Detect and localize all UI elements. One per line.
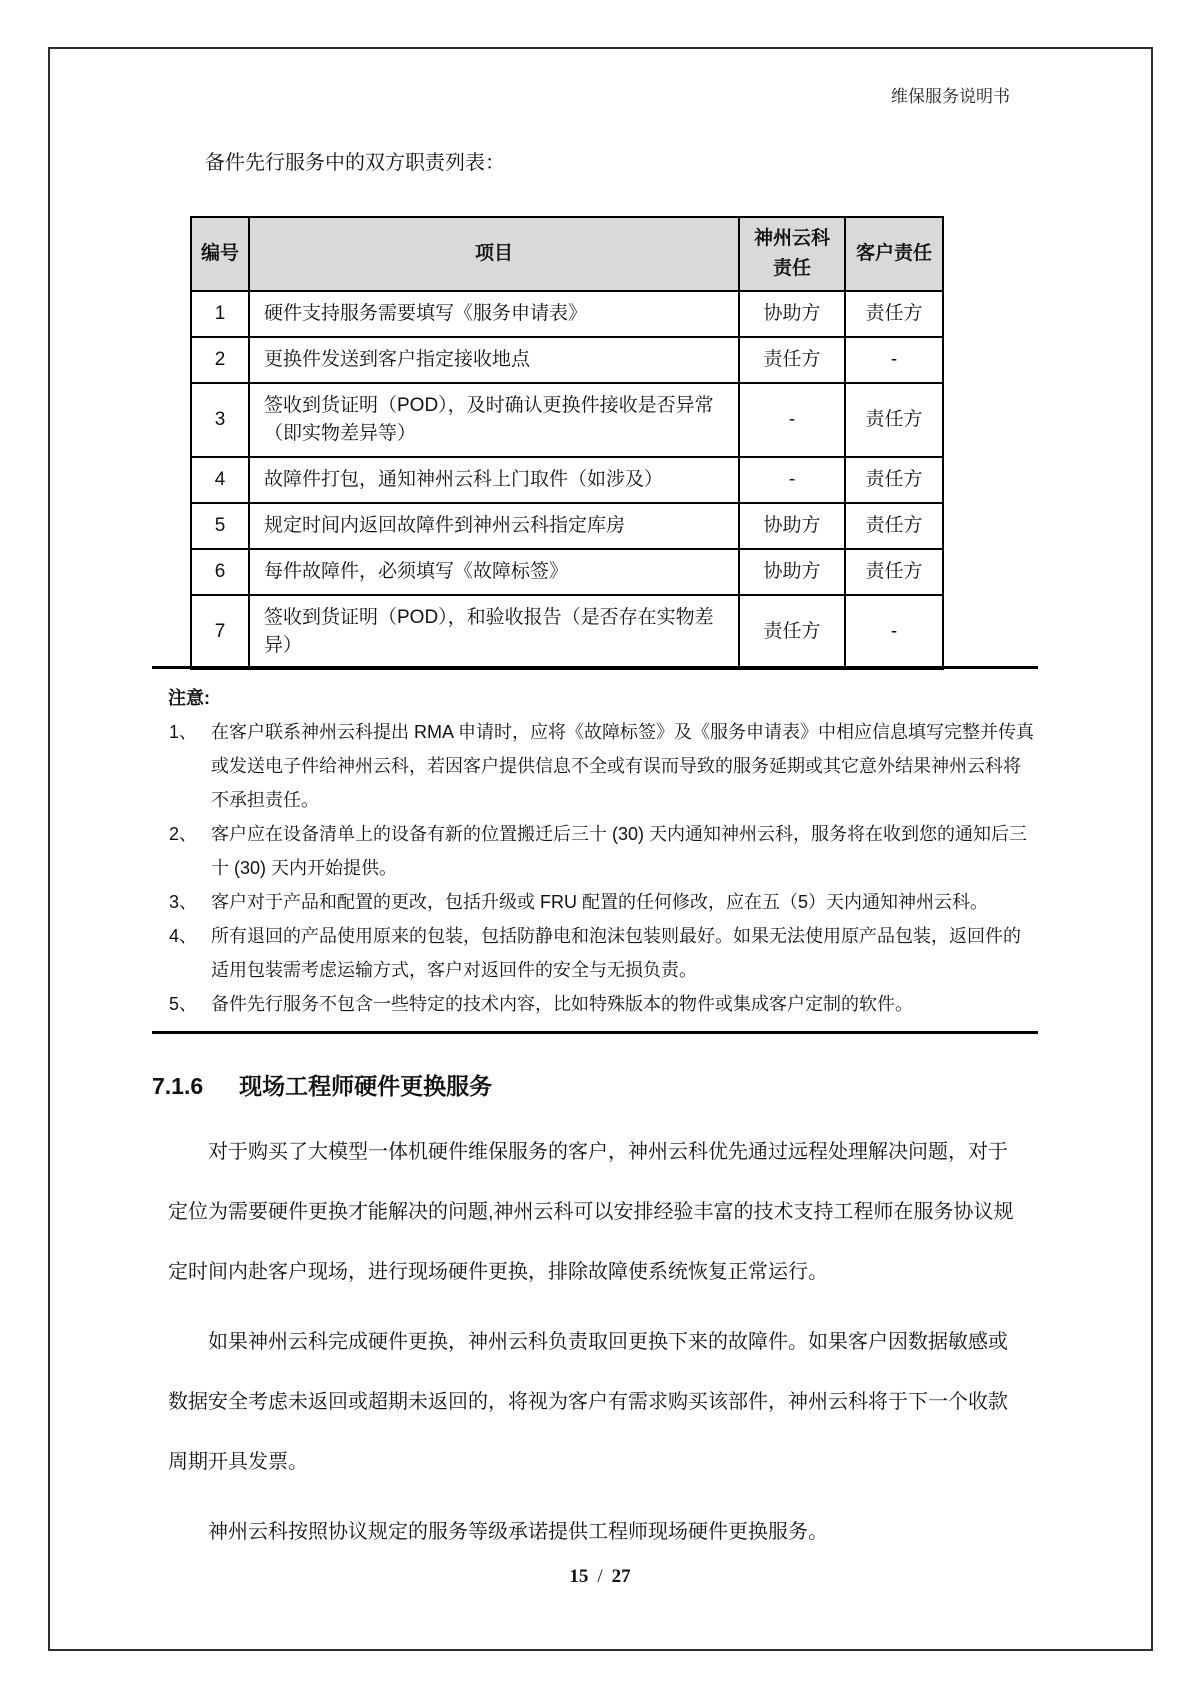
table-row xyxy=(191,595,943,669)
row-yunke-role: 协助方 xyxy=(739,291,845,337)
body-paragraph: 神州云科按照协议规定的服务等级承诺提供工程师现场硬件更换服务。 xyxy=(208,1521,828,1543)
note-item xyxy=(152,987,1038,1021)
row-number: 7 xyxy=(191,595,249,669)
row-number: 6 xyxy=(191,549,249,595)
row-number: 1 xyxy=(191,291,249,337)
table-row xyxy=(191,383,943,457)
note-item xyxy=(152,919,1038,987)
table-caption: 备件先行服务中的双方职责列表： xyxy=(205,152,505,174)
row-yunke-role: 责任方 xyxy=(739,337,845,383)
row-yunke-role: 协助方 xyxy=(739,549,845,595)
notes-label: 注意: xyxy=(168,688,210,708)
row-customer-role: 责任方 xyxy=(845,549,943,595)
body-text xyxy=(168,1122,1016,1572)
note-text: 在客户联系神州云科提出 RMA 申请时，应将《故障标签》及《服务申请表》中相应信息填写完整并传真或发送电子件给神州云科，若因客户提供信息不全或有误而导致的服务延期或其它意外结果神州云科将不承担责任。 xyxy=(211,722,1035,810)
note-text: 客户对于产品和配置的更改，包括升级或 FRU 配置的任何修改，应在五（5）天内通知神州云科。 xyxy=(211,892,989,912)
section-title: 现场工程师硬件更换服务 xyxy=(239,1073,493,1099)
row-customer-role: 责任方 xyxy=(845,457,943,503)
row-yunke-role: - xyxy=(739,457,845,503)
row-yunke-role: 协助方 xyxy=(739,503,845,549)
section-heading xyxy=(152,1068,492,1101)
responsibility-table xyxy=(190,216,944,670)
row-customer-role: - xyxy=(845,595,943,669)
running-header-title: 维保服务说明书 xyxy=(891,87,1010,106)
row-item: 故障件打包，通知神州云科上门取件（如涉及） xyxy=(249,457,739,503)
notes-block xyxy=(152,666,1038,1034)
note-text: 客户应在设备清单上的设备有新的位置搬迁后三十 (30) 天内通知神州云科，服务将在收到您的通知后三十 (30) 天内开始提供。 xyxy=(211,824,1028,878)
col-header-customer-responsibility: 客户责任 xyxy=(845,217,943,291)
body-paragraph: 对于购买了大模型一体机硬件维保服务的客户，神州云科优先通过远程处理解决问题，对于定位为需要硬件更换才能解决的问题,神州云科可以安排经验丰富的技术支持工程师在服务协议规定时间内赴客户现场，进行现场硬件更换，排除故障使系统恢复正常运行。 xyxy=(168,1141,1014,1283)
row-item: 规定时间内返回故障件到神州云科指定库房 xyxy=(249,503,739,549)
note-item xyxy=(152,885,1038,919)
note-number: 4、 xyxy=(169,926,198,946)
page-number-separator: / xyxy=(597,1566,603,1587)
table-row xyxy=(191,337,943,383)
row-number: 5 xyxy=(191,503,249,549)
table-header-row xyxy=(191,217,943,291)
section-number: 7.1.6 xyxy=(152,1073,204,1099)
body-paragraph: 如果神州云科完成硬件更换，神州云科负责取回更换下来的故障件。如果客户因数据敏感或数据安全考虑未返回或超期未返回的，将视为客户有需求购买该部件，神州云科将于下一个收款周期开具发票。 xyxy=(168,1331,1008,1473)
row-customer-role: 责任方 xyxy=(845,291,943,337)
row-item: 签收到货证明（POD），及时确认更换件接收是否异常（即实物差异等） xyxy=(249,383,739,457)
row-item: 更换件发送到客户指定接收地点 xyxy=(249,337,739,383)
row-number: 4 xyxy=(191,457,249,503)
col-header-number: 编号 xyxy=(191,217,249,291)
row-item: 每件故障件，必须填写《故障标签》 xyxy=(249,549,739,595)
row-customer-role: 责任方 xyxy=(845,383,943,457)
row-customer-role: - xyxy=(845,337,943,383)
note-item xyxy=(152,817,1038,885)
note-number: 2、 xyxy=(169,824,198,844)
page-number-current: 15 xyxy=(569,1566,589,1587)
page-number-total: 27 xyxy=(611,1566,631,1587)
col-header-yunke-line2: 责任 xyxy=(772,258,811,279)
row-number: 2 xyxy=(191,337,249,383)
col-header-yunke-line1: 神州云科 xyxy=(753,228,830,249)
col-header-item: 项目 xyxy=(249,217,739,291)
table-row xyxy=(191,457,943,503)
note-number: 1、 xyxy=(169,722,198,742)
note-number: 3、 xyxy=(169,892,198,912)
note-number: 5、 xyxy=(169,994,198,1014)
table-row xyxy=(191,549,943,595)
row-item: 签收到货证明（POD），和验收报告（是否存在实物差异） xyxy=(249,595,739,669)
row-customer-role: 责任方 xyxy=(845,503,943,549)
row-item: 硬件支持服务需要填写《服务申请表》 xyxy=(249,291,739,337)
note-item xyxy=(152,715,1038,817)
note-text: 所有退回的产品使用原来的包装，包括防静电和泡沫包装则最好。如果无法使用原产品包装，返回件的适用包装需考虑运输方式，客户对返回件的安全与无损负责。 xyxy=(211,926,1021,980)
row-yunke-role: - xyxy=(739,383,845,457)
note-text: 备件先行服务不包含一些特定的技术内容，比如特殊版本的物件或集成客户定制的软件。 xyxy=(211,994,913,1014)
table-row xyxy=(191,291,943,337)
row-yunke-role: 责任方 xyxy=(739,595,845,669)
page-footer xyxy=(0,1566,1200,1588)
table-row xyxy=(191,503,943,549)
row-number: 3 xyxy=(191,383,249,457)
col-header-yunke-responsibility xyxy=(739,217,845,291)
